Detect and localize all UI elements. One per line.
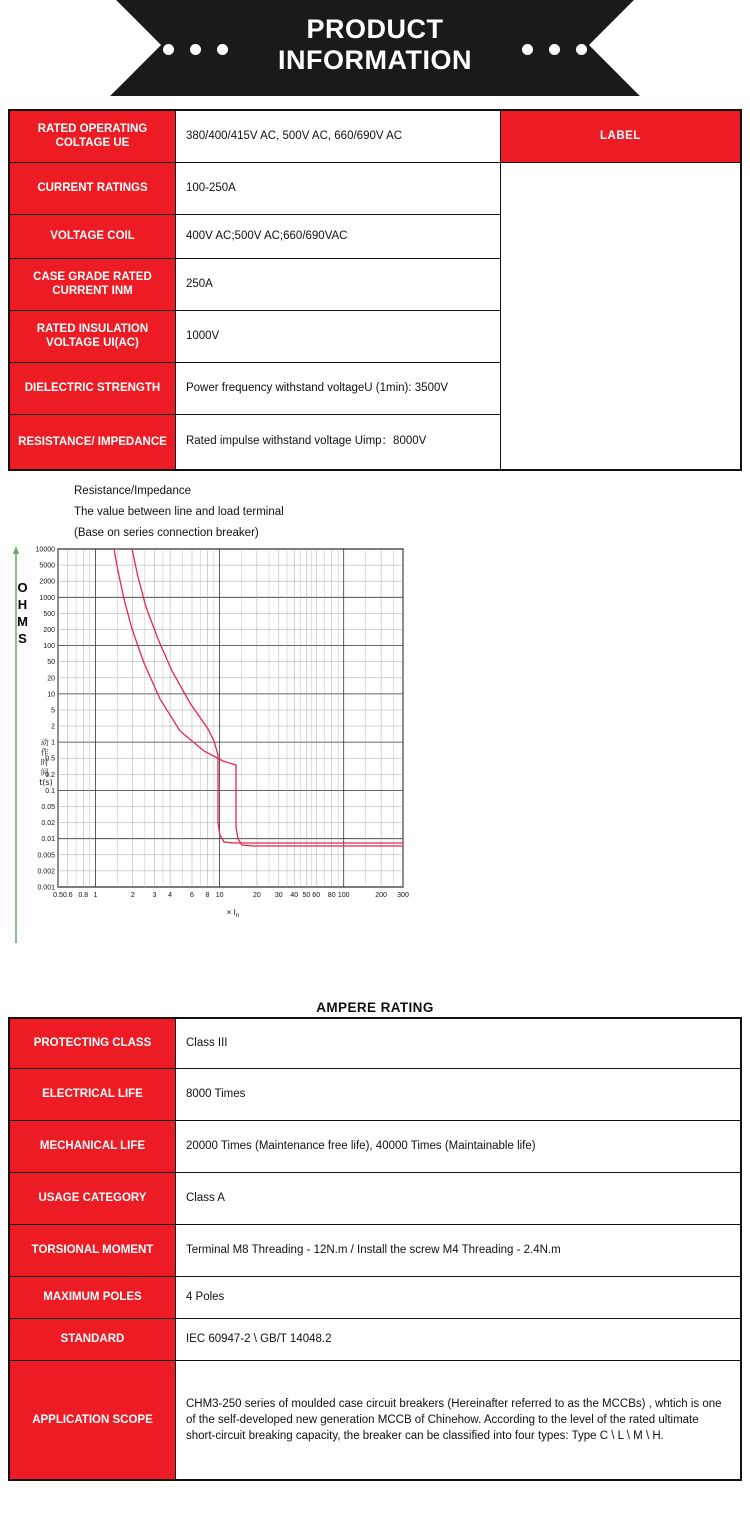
row-value: 100-250A bbox=[175, 162, 500, 214]
svg-text:10000: 10000 bbox=[35, 546, 55, 554]
specifications-table-bottom bbox=[8, 1017, 742, 1481]
table-row bbox=[9, 162, 741, 214]
svg-text:4: 4 bbox=[168, 892, 173, 899]
svg-text:10: 10 bbox=[47, 691, 55, 699]
svg-text:0.001: 0.001 bbox=[37, 884, 55, 892]
svg-text:10: 10 bbox=[215, 892, 224, 899]
table-row bbox=[9, 110, 741, 162]
row-value: 1000V bbox=[175, 310, 500, 362]
page-header-banner bbox=[0, 0, 750, 96]
table-row bbox=[9, 1018, 741, 1068]
svg-text:2000: 2000 bbox=[39, 578, 55, 586]
row-label: USAGE CATEGORY bbox=[9, 1172, 175, 1224]
trip-curve-svg bbox=[8, 543, 418, 953]
svg-text:6: 6 bbox=[190, 892, 194, 899]
table-row bbox=[9, 1068, 741, 1120]
row-label: STANDARD bbox=[9, 1318, 175, 1360]
svg-text:0.1: 0.1 bbox=[45, 787, 55, 795]
svg-text:200: 200 bbox=[43, 627, 55, 634]
row-value: 4 Poles bbox=[175, 1276, 741, 1318]
svg-text:0.01: 0.01 bbox=[41, 836, 55, 844]
svg-text:8: 8 bbox=[205, 892, 210, 899]
specifications-table-top bbox=[8, 109, 742, 471]
svg-text:100: 100 bbox=[43, 643, 55, 651]
page-title bbox=[0, 14, 750, 76]
table-row bbox=[9, 1224, 741, 1276]
table-row bbox=[9, 1276, 741, 1318]
svg-text:200: 200 bbox=[375, 892, 387, 899]
table-row bbox=[9, 1360, 741, 1480]
svg-text:0.02: 0.02 bbox=[41, 820, 55, 828]
row-label: RATED OPERATING COLTAGE UE bbox=[9, 110, 175, 162]
row-label: MECHANICAL LIFE bbox=[9, 1120, 175, 1172]
row-label: VOLTAGE COIL bbox=[9, 214, 175, 258]
svg-text:60: 60 bbox=[312, 892, 321, 899]
svg-text:500: 500 bbox=[43, 610, 55, 618]
row-value: IEC 60947-2 \ GB/T 14048.2 bbox=[175, 1318, 741, 1360]
row-label: PROTECTING CLASS bbox=[9, 1018, 175, 1068]
chart-note-line: (Base on series connection breaker) bbox=[74, 527, 259, 539]
row-label: APPLICATION SCOPE bbox=[9, 1360, 175, 1480]
row-value: CHM3-250 series of moulded case circuit breakers (Hereinafter referred to as the MCCBs) , whtich is one of the self-developed new generation MCCB of Chinehow. According to the level of the rated ultimate short-circuit breaking capacity, the breaker can be classified into four types: Type C \ L \ M \ H. bbox=[175, 1360, 741, 1480]
chart-note-line: Resistance/Impedance bbox=[74, 485, 191, 497]
row-label: MAXIMUM POLES bbox=[9, 1276, 175, 1318]
chart-notes bbox=[74, 481, 284, 544]
row-value: 20000 Times (Maintenance free life), 40000 Times (Maintainable life) bbox=[175, 1120, 741, 1172]
row-value: Power frequency withstand voltageU (1min): 3500V bbox=[175, 362, 500, 414]
row-label: RESISTANCE/ IMPEDANCE bbox=[9, 414, 175, 470]
svg-text:1: 1 bbox=[93, 892, 98, 899]
row-value: Class A bbox=[175, 1172, 741, 1224]
row-label: CURRENT RATINGS bbox=[9, 162, 175, 214]
row-value: 250A bbox=[175, 258, 500, 310]
svg-text:0.6: 0.6 bbox=[62, 892, 73, 899]
svg-text:50: 50 bbox=[302, 892, 311, 899]
trip-curve-chart-block bbox=[0, 477, 750, 1017]
svg-text:2: 2 bbox=[130, 892, 135, 899]
svg-text:0.8: 0.8 bbox=[78, 892, 89, 899]
row-value: 8000 Times bbox=[175, 1068, 741, 1120]
svg-text:40: 40 bbox=[290, 892, 299, 899]
table-row bbox=[9, 1318, 741, 1360]
chart-x-axis-title: AMPERE RATING bbox=[316, 1000, 434, 1015]
chart-y-axis-title: O H M S bbox=[17, 580, 29, 646]
svg-text:0.05: 0.05 bbox=[41, 804, 55, 811]
row-value: Terminal M8 Threading - 12N.m / Install the screw M4 Threading - 2.4N.m bbox=[175, 1224, 741, 1276]
svg-text:300: 300 bbox=[397, 892, 409, 899]
svg-text:0.5: 0.5 bbox=[53, 892, 63, 899]
row-label: TORSIONAL MOMENT bbox=[9, 1224, 175, 1276]
svg-text:0.2: 0.2 bbox=[45, 771, 55, 779]
svg-text:1: 1 bbox=[51, 739, 55, 747]
svg-text:20: 20 bbox=[253, 892, 261, 899]
chart-note-line: The value between line and load terminal bbox=[74, 506, 284, 518]
svg-text:1000: 1000 bbox=[39, 594, 55, 602]
svg-text:100: 100 bbox=[337, 892, 350, 899]
label-column-header: LABEL bbox=[500, 110, 741, 162]
svg-text:3: 3 bbox=[152, 892, 157, 899]
svg-text:80: 80 bbox=[327, 892, 336, 899]
table-row bbox=[9, 1120, 741, 1172]
row-label: ELECTRICAL LIFE bbox=[9, 1068, 175, 1120]
label-image-cell bbox=[500, 162, 741, 470]
table-row bbox=[9, 1172, 741, 1224]
row-value: 380/400/415V AC, 500V AC, 660/690V AC bbox=[175, 110, 500, 162]
svg-text:0.005: 0.005 bbox=[37, 852, 55, 860]
svg-text:0.5: 0.5 bbox=[45, 755, 55, 763]
row-value: Class III bbox=[175, 1018, 741, 1068]
svg-text:50: 50 bbox=[47, 659, 55, 667]
row-label: RATED INSULATION VOLTAGE UI(AC) bbox=[9, 310, 175, 362]
page-title-line1: PRODUCT bbox=[306, 14, 444, 44]
row-label: DIELECTRIC STRENGTH bbox=[9, 362, 175, 414]
chart-plot-area bbox=[8, 543, 418, 958]
svg-text:5: 5 bbox=[51, 707, 55, 715]
chart-y-inner-label: 动 作 时 间 t(s) bbox=[39, 738, 53, 787]
row-label: CASE GRADE RATED CURRENT INM bbox=[9, 258, 175, 310]
page-title-line2: INFORMATION bbox=[278, 45, 472, 75]
svg-text:20: 20 bbox=[47, 675, 55, 683]
svg-text:2: 2 bbox=[51, 723, 55, 731]
svg-text:30: 30 bbox=[274, 892, 283, 899]
chart-x-inner-label: × $I_n$ bbox=[226, 908, 240, 919]
row-value: Rated impulse withstand voltage Uimp：8000V bbox=[175, 414, 500, 470]
row-value: 400V AC;500V AC;660/690VAC bbox=[175, 214, 500, 258]
svg-text:0.002: 0.002 bbox=[37, 868, 55, 876]
svg-text:5000: 5000 bbox=[39, 562, 55, 570]
